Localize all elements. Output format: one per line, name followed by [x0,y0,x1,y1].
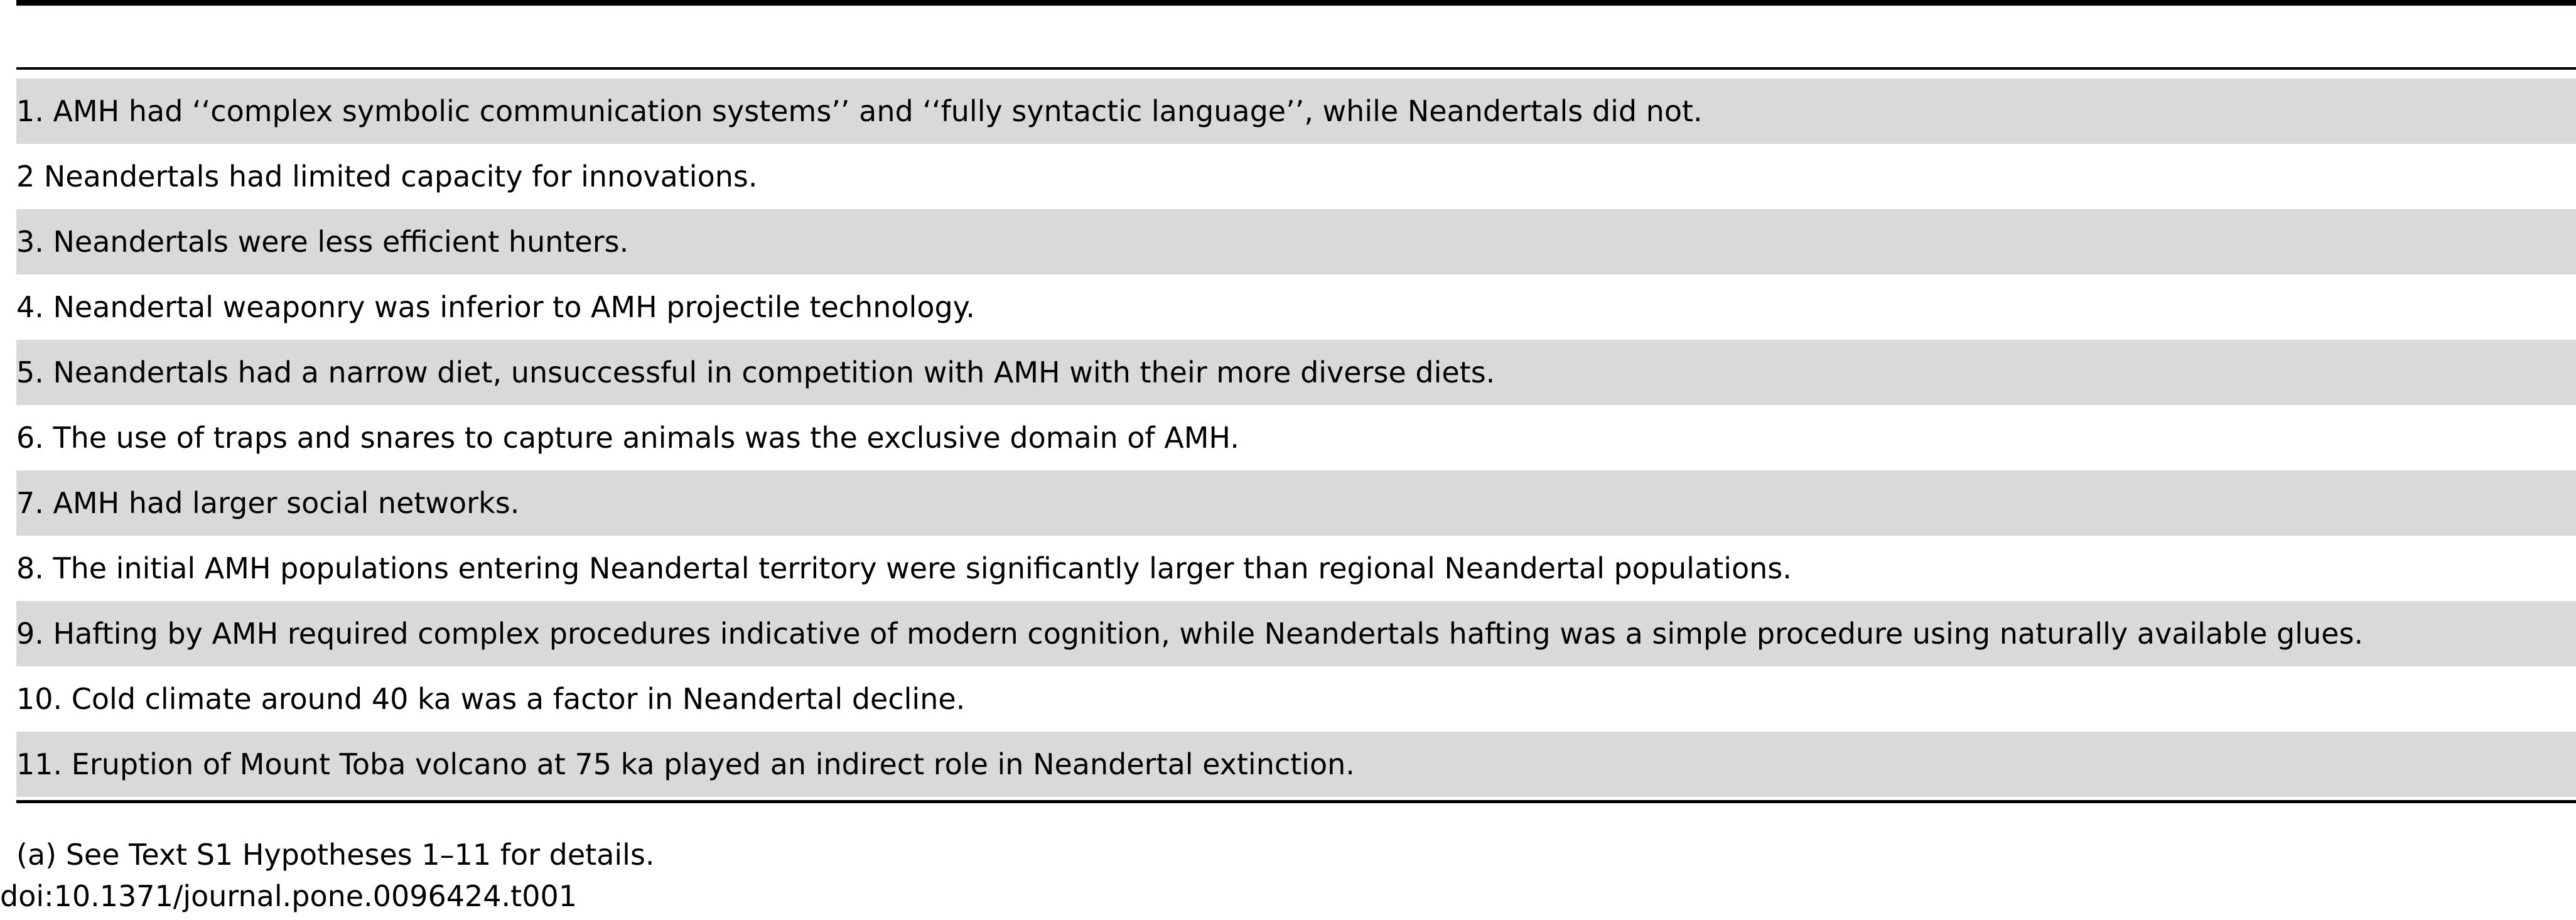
table-row [16,732,2576,797]
doi-link[interactable]: doi:10.1371/journal.pone.0096424.t001 [0,879,578,913]
table-bottom-rule [16,800,2576,803]
row-text: 7. AMH had larger social networks. [16,486,520,520]
row-text: 3. Neandertals were less efficient hunters. [16,225,629,259]
table-row [16,601,2576,666]
table-row [16,666,2576,732]
row-text: 4. Neandertal weaponry was inferior to AMH projectile technology. [16,290,975,324]
table-row [16,470,2576,536]
table-top-rule [16,0,2576,6]
table-row [16,340,2576,405]
table-row [16,144,2576,209]
table-header-rule [16,67,2576,70]
table-row [16,536,2576,601]
row-text: 6. The use of traps and snares to capture animals was the exclusive domain of AMH. [16,421,1239,455]
row-text: 8. The initial AMH populations entering Neandertal territory were significantly larger than regional Neandertal populations. [16,551,1792,585]
row-text: 10. Cold climate around 40 ka was a factor in Neandertal decline. [16,682,966,716]
hypotheses-table [16,78,2576,797]
row-text: 1. AMH had ‘‘complex symbolic communication systems’’ and ‘‘fully syntactic language’’, while Neandertals did not. [16,94,1703,128]
row-text: 2 Neandertals had limited capacity for innovations. [16,160,758,193]
table-row [16,405,2576,470]
row-text: 5. Neandertals had a narrow diet, unsuccessful in competition with AMH with their more diverse diets. [16,355,1495,389]
table-row [16,274,2576,340]
table-row [16,78,2576,144]
row-text: 11. Eruption of Mount Toba volcano at 75 ka played an indirect role in Neandertal extinction. [16,747,1355,781]
table-row [16,209,2576,274]
table-footnote: (a) See Text S1 Hypotheses 1–11 for details. [16,838,655,872]
row-text: 9. Hafting by AMH required complex procedures indicative of modern cognition, while Neandertals hafting was a simple procedure using naturally available glues. [16,617,2364,651]
